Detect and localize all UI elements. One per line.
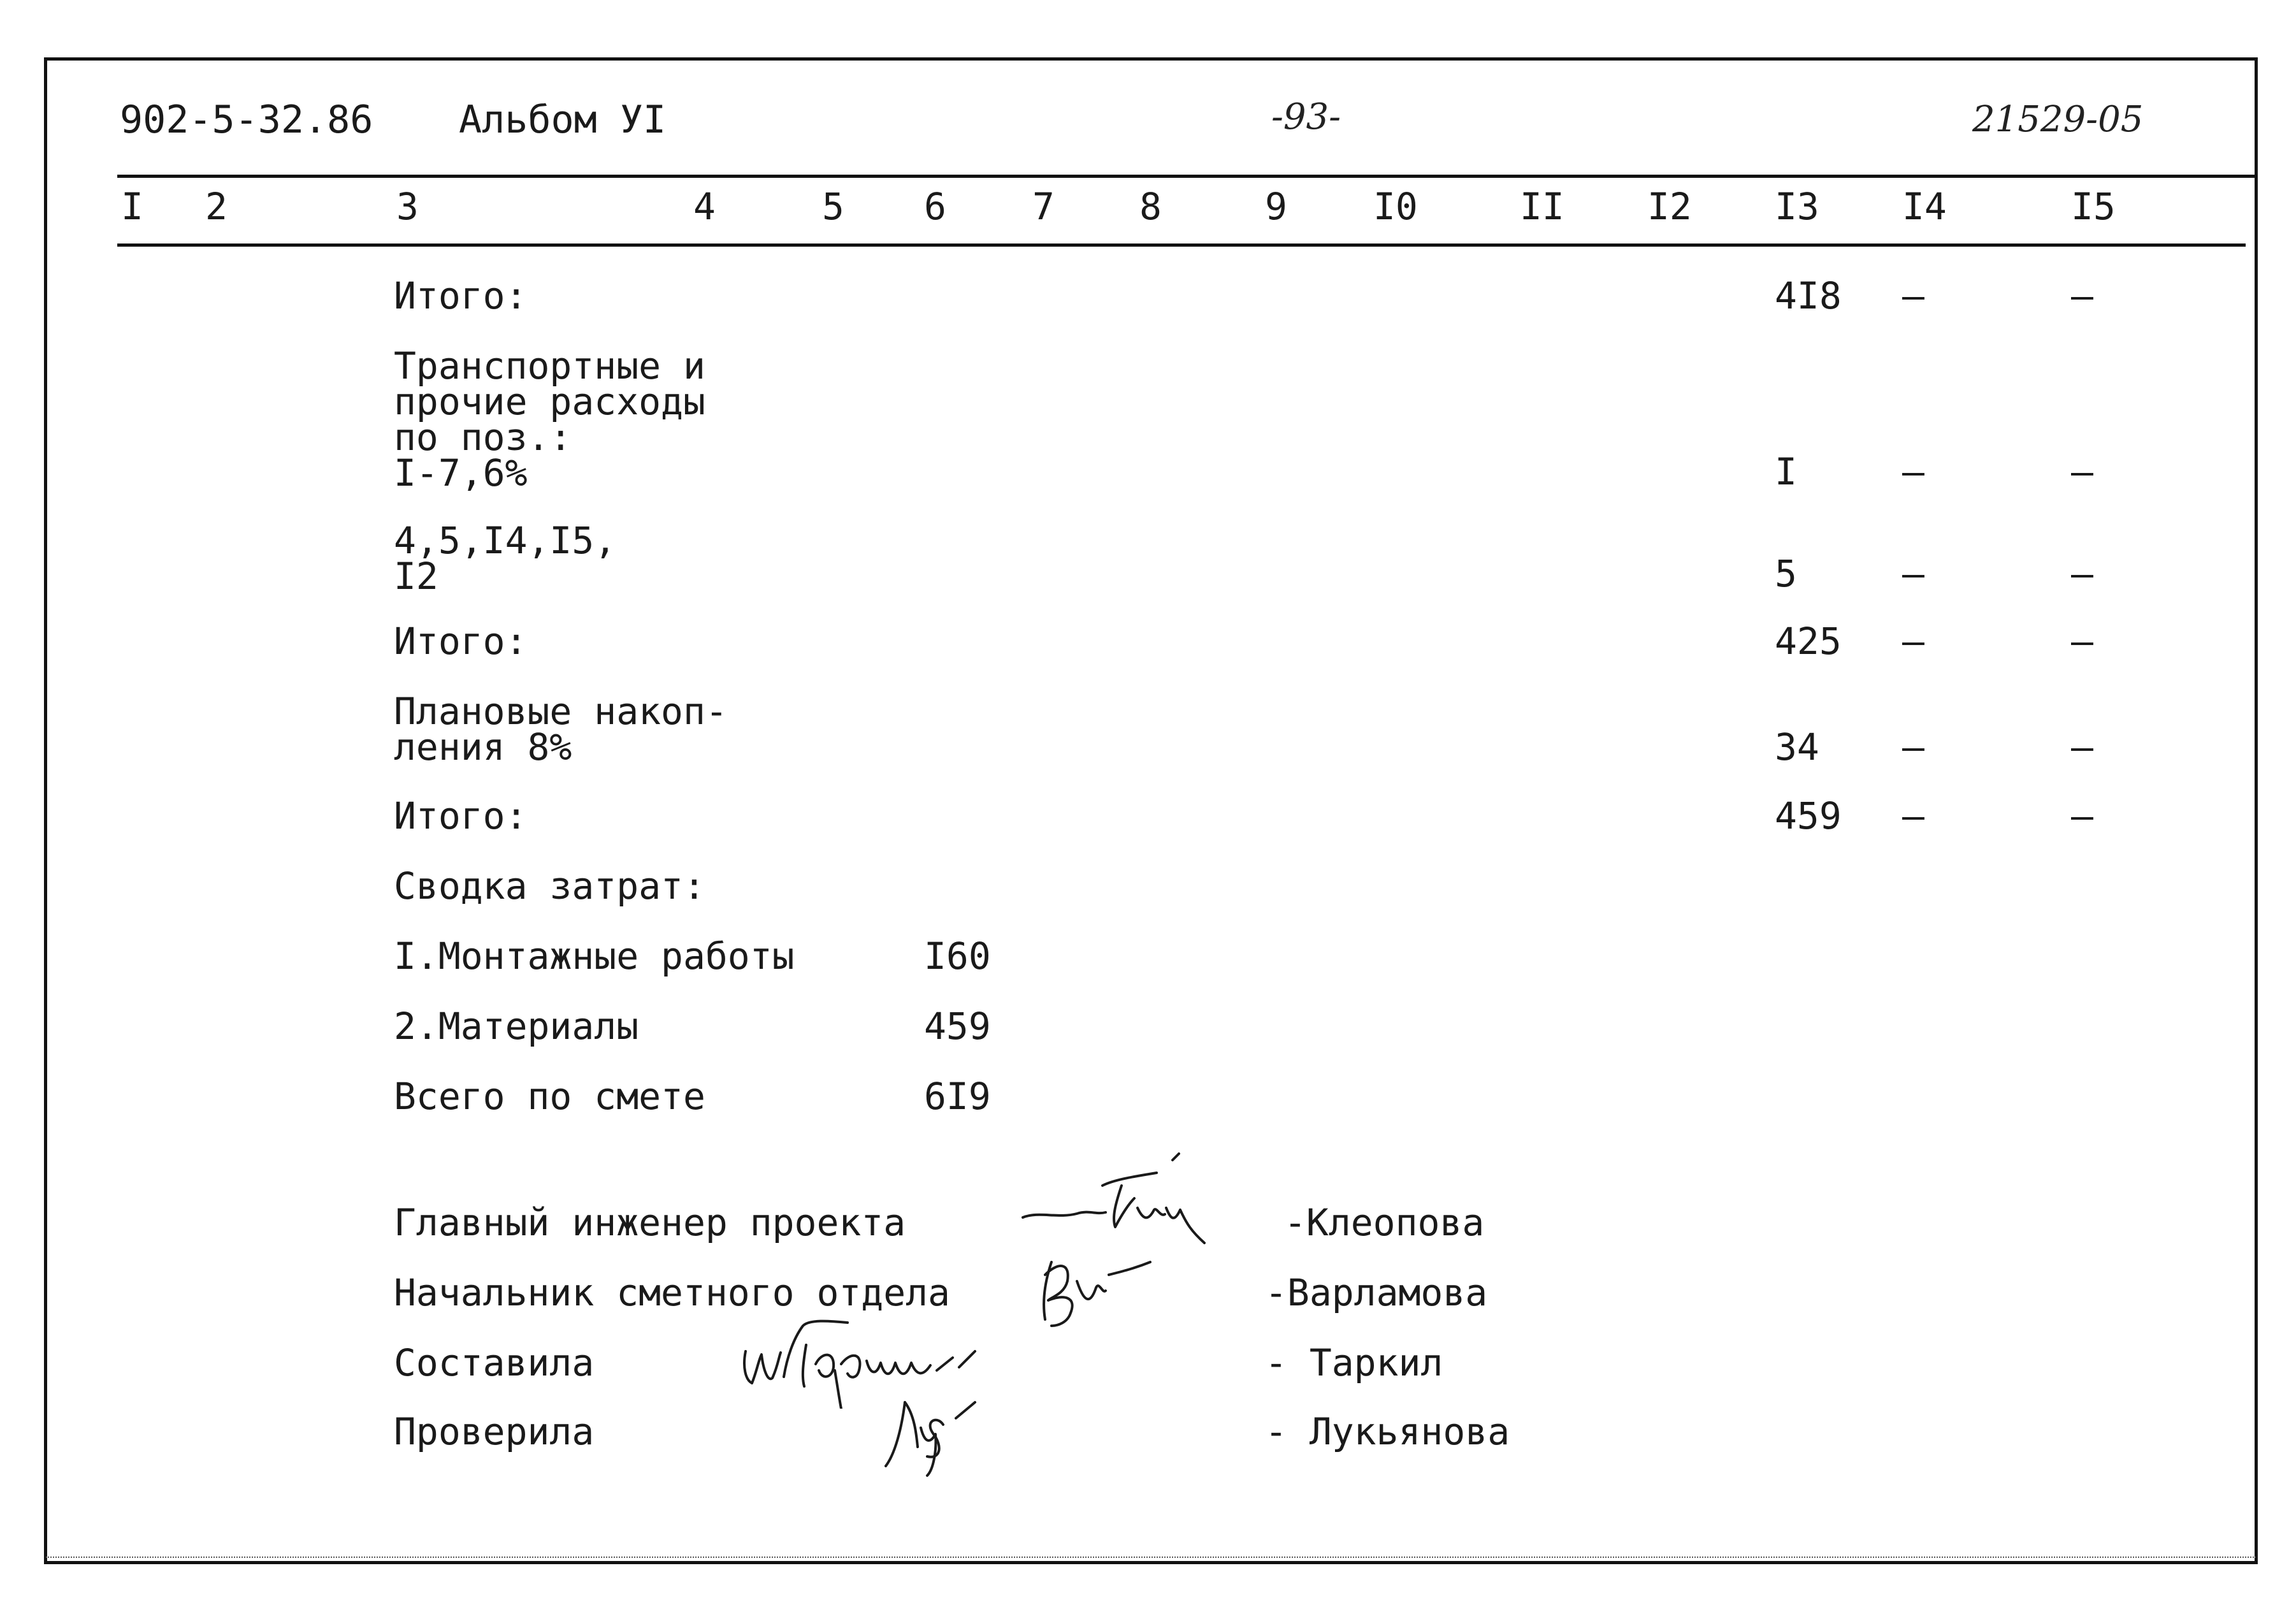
col-3: 3 <box>396 185 419 228</box>
signatory-name: -Варламова <box>1265 1271 1488 1314</box>
signature-checker <box>879 1390 1020 1479</box>
col-12: I2 <box>1647 185 1692 228</box>
row-value-13: 5 <box>1775 552 1797 595</box>
row-label: Итого: <box>394 794 528 838</box>
col-15: I5 <box>2071 185 2116 228</box>
summary-title: Сводка затрат: <box>394 864 705 908</box>
column-header-rule <box>117 243 2246 247</box>
col-4: 4 <box>693 185 716 228</box>
signatory-name: - Таркил <box>1265 1341 1443 1384</box>
summary-label: I.Монтажные работы <box>394 934 795 978</box>
row-value-15: – <box>2071 274 2093 317</box>
col-6: 6 <box>924 185 946 228</box>
row-value-15: – <box>2071 794 2093 838</box>
row-value-15: – <box>2071 552 2093 595</box>
summary-total-label: Всего по смете <box>394 1075 705 1118</box>
row-value-15: – <box>2071 450 2093 493</box>
summary-label: 2.Материалы <box>394 1005 639 1048</box>
summary-value: I60 <box>924 934 991 978</box>
row-value-15: – <box>2071 725 2093 769</box>
summary-value: 459 <box>924 1005 991 1048</box>
row-label: Транспортные и прочие расходы по поз.: I-7,6% <box>394 344 705 495</box>
row-value-13: 4I8 <box>1775 274 1842 317</box>
frame-bottom-edge <box>46 1557 2256 1564</box>
signatory-role: Составила <box>394 1341 595 1384</box>
row-value-14: – <box>1902 552 1924 595</box>
inventory-number: 21529-05 <box>1972 99 2144 140</box>
row-value-13: 425 <box>1775 620 1842 663</box>
col-8: 8 <box>1139 185 1162 228</box>
signature-head-estimates <box>1032 1237 1173 1332</box>
signatory-name: - Лукьянова <box>1265 1410 1510 1453</box>
col-1: I <box>121 185 143 228</box>
signatory-role: Начальник сметного отдела <box>394 1271 950 1314</box>
summary-total-value: 6I9 <box>924 1075 991 1118</box>
row-label: Итого: <box>394 620 528 663</box>
signatory-role: Главный инженер проекта <box>394 1201 906 1244</box>
col-11: II <box>1520 185 1564 228</box>
signatory-name: -Клеопова <box>1284 1201 1485 1244</box>
row-value-13: 34 <box>1775 725 1819 769</box>
album-label: Альбом УI <box>459 98 667 142</box>
row-value-14: – <box>1902 794 1924 838</box>
col-10: I0 <box>1373 185 1418 228</box>
row-value-14: – <box>1902 450 1924 493</box>
header-rule <box>117 175 2256 178</box>
doc-code: 902-5-32.86 <box>120 98 373 142</box>
page-frame <box>44 57 2258 1564</box>
col-9: 9 <box>1265 185 1287 228</box>
row-value-15: – <box>2071 620 2093 663</box>
row-value-14: – <box>1902 274 1924 317</box>
col-14: I4 <box>1902 185 1947 228</box>
signatory-role: Проверила <box>394 1410 595 1453</box>
row-label: 4,5,I4,I5, I2 <box>394 519 617 598</box>
row-value-13: 459 <box>1775 794 1842 838</box>
col-13: I3 <box>1775 185 1819 228</box>
row-value-14: – <box>1902 725 1924 769</box>
row-value-14: – <box>1902 620 1924 663</box>
row-value-13: I <box>1775 450 1797 493</box>
row-label: Итого: <box>394 274 528 317</box>
col-2: 2 <box>205 185 227 228</box>
row-label: Плановые накоп- ления 8% <box>394 690 728 769</box>
col-5: 5 <box>822 185 844 228</box>
col-7: 7 <box>1032 185 1055 228</box>
page-number: -93- <box>1271 96 1341 138</box>
